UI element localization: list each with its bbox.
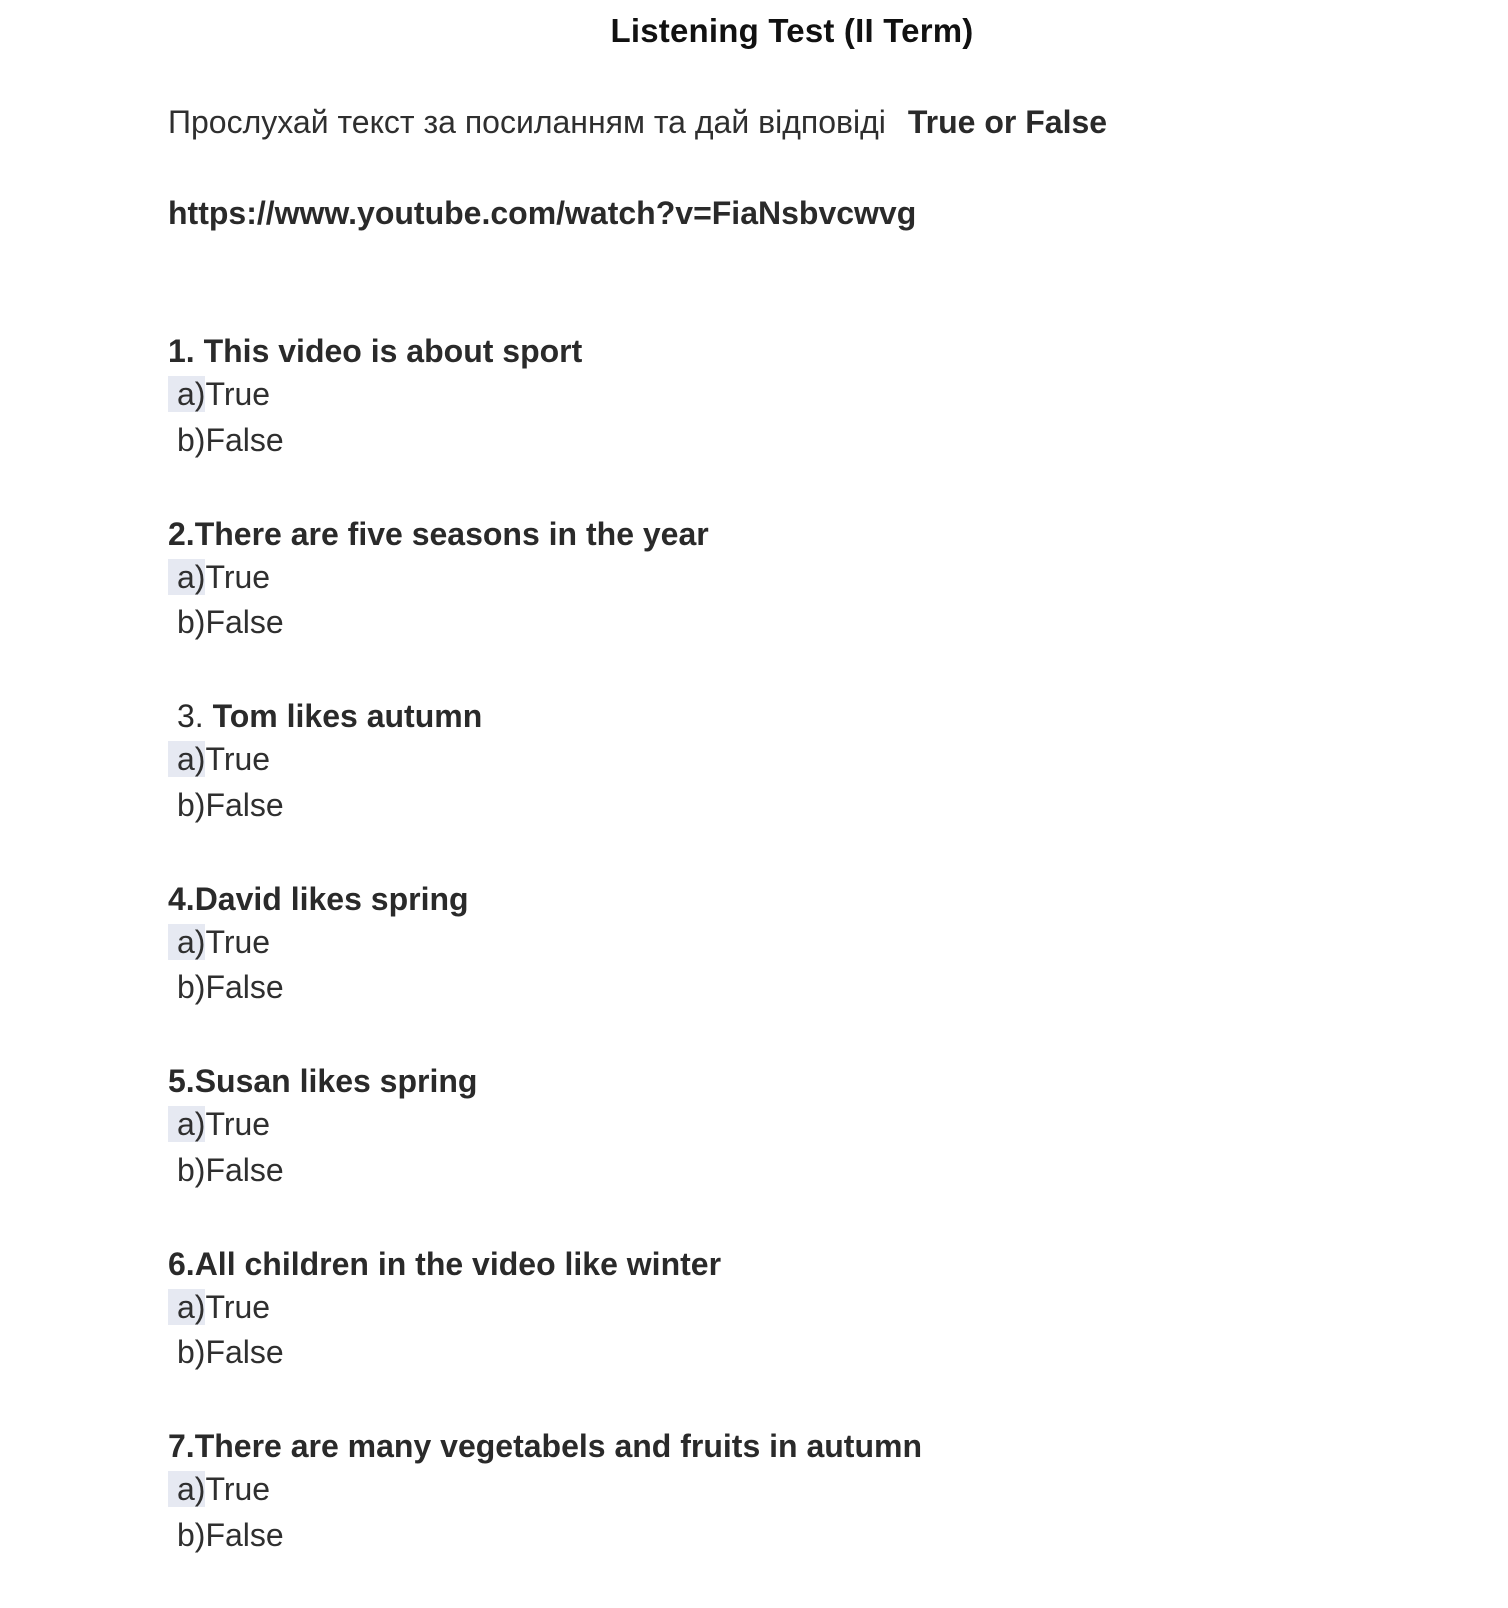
question-4-label: David likes spring <box>194 880 469 917</box>
question-4-text <box>168 878 1368 920</box>
question-5-text <box>168 1060 1368 1102</box>
question-5-option-b[interactable] <box>168 1148 1368 1194</box>
option-b-text: False <box>205 1334 284 1370</box>
question-5-label: Susan likes spring <box>194 1063 478 1099</box>
option-a-text: True <box>205 376 271 412</box>
option-b-letter: b) <box>177 786 206 823</box>
question-7-text <box>168 1425 1368 1467</box>
question-list <box>168 330 1368 1608</box>
option-b-text: False <box>205 604 284 640</box>
question-1 <box>168 330 1368 513</box>
option-b-letter: b) <box>177 1334 206 1370</box>
option-a-text: True <box>205 1288 271 1325</box>
question-3 <box>168 695 1368 878</box>
option-a-letter: a) <box>168 1106 205 1142</box>
question-6-option-b[interactable] <box>168 1330 1368 1376</box>
option-b-letter: b) <box>177 604 206 640</box>
instruction-emphasis: True or False <box>907 104 1108 140</box>
question-6-number: 6. <box>168 1245 195 1282</box>
option-a-letter: a) <box>168 924 205 960</box>
question-7-option-a[interactable] <box>168 1467 1368 1513</box>
question-4-number: 4. <box>168 880 195 917</box>
question-7 <box>168 1425 1368 1608</box>
option-b-text: False <box>205 969 284 1005</box>
option-a-text: True <box>205 1471 271 1507</box>
question-2-option-a[interactable] <box>168 555 1368 601</box>
question-5 <box>168 1060 1368 1243</box>
question-3-text <box>168 695 1368 737</box>
question-1-option-b[interactable] <box>168 418 1368 464</box>
question-7-option-b[interactable] <box>168 1513 1368 1559</box>
option-b-text: False <box>205 1516 284 1553</box>
question-4 <box>168 878 1368 1061</box>
option-b-letter: b) <box>177 421 206 458</box>
question-7-label: There are many vegetabels and fruits in autumn <box>194 1428 922 1464</box>
option-a-letter: a) <box>168 559 205 595</box>
question-1-option-a[interactable] <box>168 372 1368 418</box>
question-6-option-a[interactable] <box>168 1285 1368 1331</box>
question-2 <box>168 513 1368 696</box>
instruction <box>168 104 1107 141</box>
question-6-text <box>168 1243 1368 1285</box>
question-4-option-b[interactable] <box>168 965 1368 1011</box>
instruction-text: Прослухай текст за посиланням та дай відповіді <box>168 104 886 140</box>
question-3-label: Tom likes autumn <box>203 698 483 734</box>
question-1-number: 1. <box>168 333 195 369</box>
option-a-text: True <box>205 923 271 960</box>
option-b-text: False <box>205 1151 284 1188</box>
option-a-letter: a) <box>168 1289 205 1325</box>
question-2-option-b[interactable] <box>168 600 1368 646</box>
video-link[interactable]: https://www.youtube.com/watch?v=FiaNsbvcwvg <box>168 195 917 231</box>
question-3-number: 3. <box>177 698 204 734</box>
question-7-number: 7. <box>168 1428 195 1464</box>
question-3-option-a[interactable] <box>168 737 1368 783</box>
option-a-letter: a) <box>168 741 205 777</box>
question-3-option-b[interactable] <box>168 783 1368 829</box>
question-1-text <box>168 330 1368 372</box>
option-b-letter: b) <box>177 1516 206 1553</box>
question-2-number: 2. <box>168 515 195 552</box>
question-5-option-a[interactable] <box>168 1102 1368 1148</box>
question-4-option-a[interactable] <box>168 920 1368 966</box>
question-5-number: 5. <box>168 1063 195 1099</box>
question-2-text <box>168 513 1368 555</box>
option-a-letter: a) <box>168 1471 205 1507</box>
option-a-text: True <box>205 558 271 595</box>
option-b-letter: b) <box>177 969 206 1005</box>
option-b-text: False <box>205 786 284 823</box>
option-b-letter: b) <box>177 1151 206 1188</box>
question-6-label: All children in the video like winter <box>194 1245 722 1282</box>
option-a-letter: a) <box>168 376 205 412</box>
option-a-text: True <box>205 1106 271 1142</box>
page-title: Listening Test (II Term) <box>610 12 974 49</box>
question-1-label: This video is about sport <box>194 333 583 369</box>
option-a-text: True <box>205 741 271 777</box>
question-6 <box>168 1243 1368 1426</box>
question-2-label: There are five seasons in the year <box>194 515 709 552</box>
option-b-text: False <box>205 421 284 458</box>
